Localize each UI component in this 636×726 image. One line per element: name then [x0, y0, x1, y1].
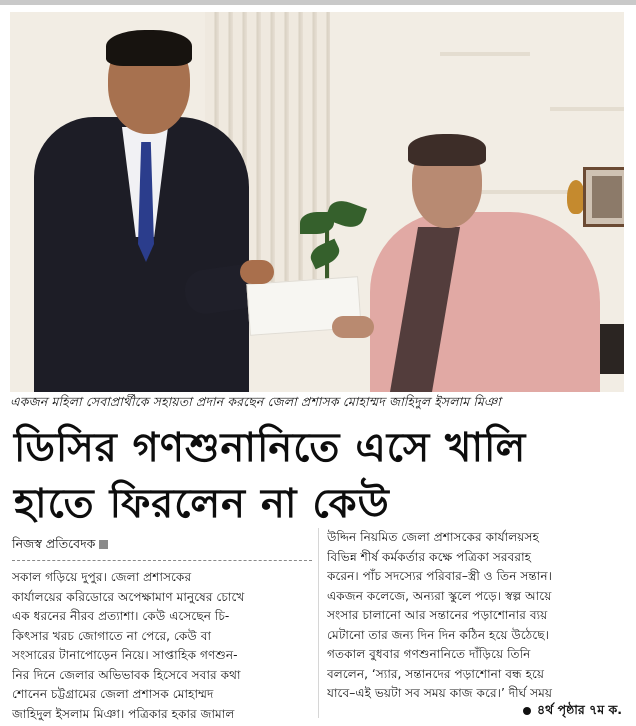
byline-square-icon	[99, 540, 108, 549]
body-line: কিৎসার খরচ জোগাতে না পেরে, কেউ বা	[12, 628, 212, 643]
column-divider	[318, 528, 319, 718]
continuation-text: ৪র্থ পৃষ্ঠার ৭ম ক.	[537, 702, 622, 717]
top-rule	[0, 0, 636, 5]
continuation-note	[523, 702, 622, 722]
article-column-right	[327, 528, 624, 704]
body-line: কার্যালয়ের করিডোরে অপেক্ষামাণ মানুষের চোখে	[12, 589, 245, 604]
photo-frame	[583, 167, 624, 227]
body-line: বিভিন্ন শীর্ষ কর্মকর্তার কক্ষে পত্রিকা সরবরাহ	[327, 549, 532, 564]
body-line: মেটানো তার জন্য দিন দিন কঠিন হয়ে উঠেছে।	[327, 627, 549, 642]
byline	[12, 536, 108, 556]
body-line: সংসারের টানাপোড়েন নিয়ে। সাপ্তাহিক গণশুন-	[12, 648, 238, 662]
headline-line: ডিসির গণশুনানিতে এসে খালি	[14, 425, 527, 471]
body-line: উদ্দিন নিয়মিত জেলা প্রশাসকের কার্যালয়সহ	[327, 530, 539, 544]
wall-shelf	[440, 52, 530, 56]
body-line: বললেন, ‘স্যার, সন্তানদের পড়াশোনা বন্ধ হয়ে	[327, 666, 545, 681]
body-line: গতকাল বুধবার গণশুনানিতে দাঁড়িয়ে তিনি	[327, 647, 531, 661]
news-photo	[10, 12, 624, 392]
body-line: এক ধরনের নীরব প্রত্যাশা। কেউ এসেছেন চি-	[12, 609, 230, 623]
article-column-left	[12, 568, 312, 724]
woman-hand	[332, 316, 374, 338]
body-line: সংসার চালানো আর সন্তানের পড়াশোনার ব্যয়	[327, 608, 548, 622]
body-line: যাবে–এই ভয়টা সব সময় কাজ করে।’ দীর্ঘ সময়	[327, 686, 553, 700]
man-hand	[240, 260, 274, 284]
byline-divider	[12, 560, 312, 561]
body-line: শোনেন চট্টগ্রামের জেলা প্রশাসক মোহাম্মদ	[12, 687, 214, 701]
photo-caption: একজন মহিলা সেবাপ্রার্থীকে সহায়তা প্রদান করছেন জেলা প্রশাসক মোহাম্মদ জাহিদুল ইসলাম মিঞা	[10, 394, 501, 409]
byline-text: নিজস্ব প্রতিবেদক	[12, 536, 96, 551]
body-line: জাহিদুল ইসলাম মিঞা। পত্রিকার হকার জামাল	[12, 706, 235, 721]
headline	[14, 420, 624, 532]
bullet-icon	[523, 707, 531, 715]
man-hair	[106, 30, 192, 66]
headline-line: হাতে ফিরলেন না কেউ	[14, 481, 390, 527]
body-line: সকাল গড়িয়ে দুপুর। জেলা প্রশাসকের	[12, 570, 192, 584]
body-line: করেন। পাঁচ সদস্যের পরিবার–স্ত্রী ও তিন সন্তান।	[327, 569, 552, 583]
woman-hair	[408, 134, 486, 166]
wall-shelf	[550, 107, 624, 111]
body-line: একজন কলেজে, অন্যরা স্কুলে পড়ে। স্বল্প আয়ে	[327, 588, 552, 603]
body-line: নির দিনে জেলার অভিভাবক হিসেবে সবার কথা	[12, 667, 241, 682]
